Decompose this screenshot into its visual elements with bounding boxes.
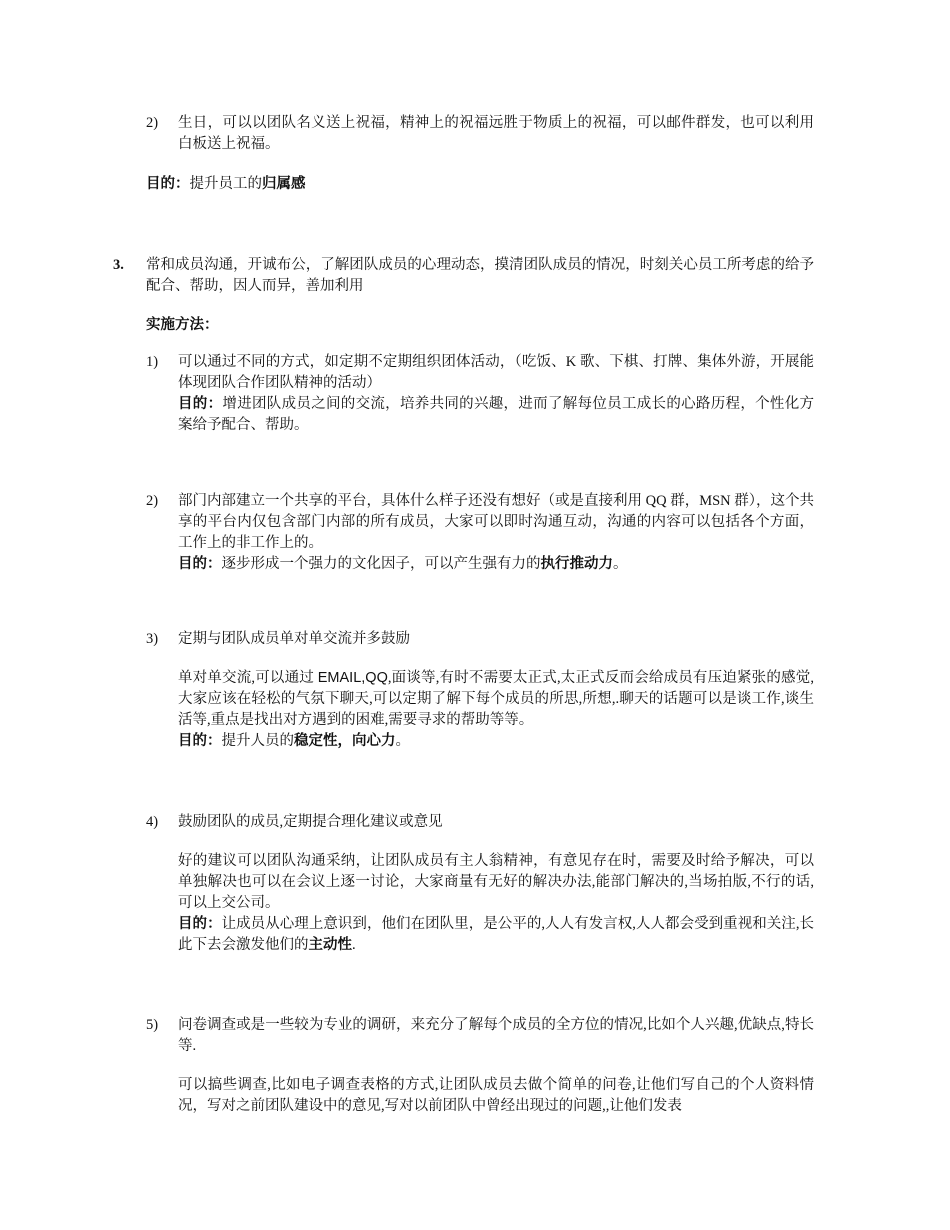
goal-text: 提升人员的 xyxy=(221,733,294,749)
list-item-paragraph xyxy=(178,851,814,956)
goal-label: 目的： xyxy=(178,556,222,572)
list-item-paragraph: 可以搞些调查,比如电子调查表格的方式,让团队成员去做个简单的问卷,让他们写自己的个人资料情况，写对之前团队建设中的意见,写对以前团队中曾经出现过的问题,,让他们发表 xyxy=(178,1077,814,1114)
list-number: 4) xyxy=(146,814,159,830)
goal-emphasis: 执行推动力 xyxy=(540,556,613,572)
list-item-text: 部门内部建立一个共享的平台，具体什么样子还没有想好（或是直接利用 QQ 群，MSN 群），这个共享的平台内仅包含部门内部的所有成员，大家可以即时沟通互动，沟通的内容可以包括各个方面，工作上的非工作上的。 xyxy=(178,493,814,551)
list-item-paragraph xyxy=(178,668,814,752)
goal-emphasis: 归属感 xyxy=(262,176,306,192)
list-item-text: 生日，可以以团队名义送上祝福，精神上的祝福远胜于物质上的祝福，可以邮件群发，也可以利用白板送上祝福。 xyxy=(178,115,814,152)
list-item-title: 鼓励团队的成员,定期提合理化建议或意见 xyxy=(178,814,443,830)
list-number: 2) xyxy=(146,115,159,131)
goal-label: 目的： xyxy=(178,396,223,412)
goal-text: 增进团队成员之间的交流，培养共同的兴趣，进而了解每位员工成长的心路历程，个性化方案给予配合、帮助。 xyxy=(178,396,815,433)
paragraph-text: 好的建议可以团队沟通采纳，让团队成员有主人翁精神，有意见存在时，需要及时给予解决，可以单独解决也可以在会议上逐一讨论，大家商量有无好的解决办法,能部门解决的,当场拍版,不行的话,可以上交公司。 xyxy=(178,853,814,911)
goal-line xyxy=(178,554,814,575)
list-number: 1) xyxy=(146,354,159,370)
goal-text: 让成员从心理上意识到，他们在团队里，是公平的,人人有发言权,人人都会受到重视和关注,长此下去会激发他们的 xyxy=(178,916,814,953)
list-item-title: 定期与团队成员单对单交流并多鼓励 xyxy=(178,631,410,647)
methods-heading: 实施方法： xyxy=(146,317,219,333)
paragraph-contacts: EMAIL,QQ xyxy=(317,670,388,686)
list-item-text: 可以通过不同的方式，如定期不定期组织团体活动，（吃饭、K 歌、下棋、打牌、集体外游，开展能体现团队合作团队精神的活动） xyxy=(178,354,814,391)
goal-line xyxy=(178,731,814,752)
goal-end: 。 xyxy=(395,733,410,749)
list-number: 2) xyxy=(146,493,159,509)
goal-label: 目的： xyxy=(146,176,190,192)
paragraph-part: 单对单交流,可以通过 xyxy=(178,670,318,686)
goal-label: 目的： xyxy=(178,733,222,749)
goal-text: 逐步形成一个强力的文化因子，可以产生强有力的 xyxy=(221,556,541,572)
section-number: 3. xyxy=(113,257,124,273)
goal-line xyxy=(178,914,814,956)
list-number: 5) xyxy=(146,1017,159,1033)
goal-end: . xyxy=(352,937,356,953)
list-item-title: 问卷调查或是一些较为专业的调研，来充分了解每个成员的全方位的情况,比如个人兴趣,优缺点,特长等. xyxy=(178,1017,814,1054)
paragraph-text xyxy=(178,668,814,731)
goal-label: 目的： xyxy=(178,916,222,932)
goal-line xyxy=(178,394,814,436)
list-item xyxy=(178,352,814,436)
paragraph-part: ,面谈等,有时不需要太正式,太正式反而会给成员有压迫紧张的感觉,大家应该在轻松的气氛下聊天,可以定期了解下每个成员的所思,所想,.聊天的话题可以是谈工作,谈生活等,重点是找出对方遇到的困难,需要寻求的帮助等等。 xyxy=(178,670,815,728)
list-item xyxy=(178,491,814,575)
goal-line xyxy=(146,174,306,195)
goal-emphasis: 稳定性，向心力 xyxy=(294,733,396,749)
goal-text: 提升员工的 xyxy=(189,176,262,192)
goal-emphasis: 主动性 xyxy=(308,937,352,953)
goal-end: 。 xyxy=(613,556,628,572)
list-number: 3) xyxy=(146,631,159,647)
section-text: 常和成员沟通，开诚布公，了解团队成员的心理动态，摸清团队成员的情况，时刻关心员工所考虑的给予配合、帮助，因人而异，善加利用 xyxy=(146,257,814,294)
